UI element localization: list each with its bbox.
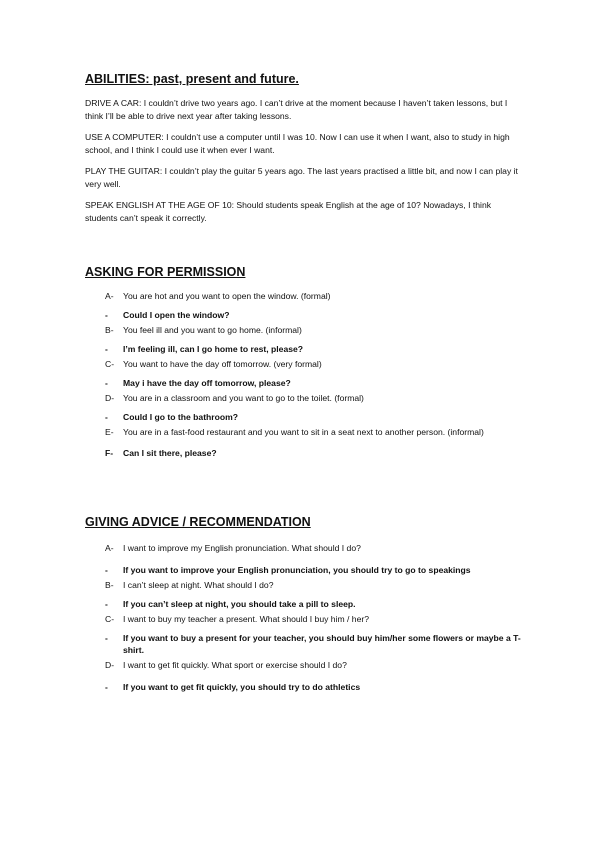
list-marker: A- <box>105 543 114 553</box>
permission-answer <box>85 343 525 355</box>
question-text: I want to improve my English pronunciation. What should I do? <box>123 543 361 553</box>
advice-answer <box>85 681 525 693</box>
permission-answer <box>85 411 525 423</box>
abilities-paragraph: USE A COMPUTER: I couldn’t use a computer until I was 10. Now I can use it when I want, also to study in high school, and I think I could use it when ever I want. <box>85 132 510 155</box>
answer-text: May i have the day off tomorrow, please? <box>123 378 291 388</box>
abilities-paragraph: PLAY THE GUITAR: I couldn’t play the guitar 5 years ago. The last years practised a little bit, and now I can play it very well. <box>85 166 518 189</box>
advice-section <box>85 515 525 693</box>
list-marker: - <box>105 633 108 643</box>
situation-text: You are in a fast-food restaurant and you want to sit in a seat next to another person. (informal) <box>123 427 484 437</box>
list-marker: C- <box>105 359 115 369</box>
permission-situation <box>85 290 525 302</box>
permission-heading: ASKING FOR PERMISSION <box>85 265 246 279</box>
list-marker: - <box>105 412 108 422</box>
answer-text: Can I sit there, please? <box>123 448 217 458</box>
list-marker: D- <box>105 393 115 403</box>
permission-situation <box>85 426 525 438</box>
answer-text: If you want to buy a present for your teacher, you should buy him/her some flowers or maybe a T-shirt. <box>123 633 521 655</box>
abilities-section <box>85 72 525 233</box>
list-marker: A- <box>105 291 114 301</box>
answer-text: Could I go to the bathroom? <box>123 412 239 422</box>
answer-text: I’m feeling ill, can I go home to rest, please? <box>123 344 304 354</box>
list-marker: - <box>105 565 108 575</box>
abilities-paragraph: DRIVE A CAR: I couldn’t drive two years ago. I can’t drive at the moment because I haven’t taken lessons, but I think I’ll be able to drive next year after taking lessons. <box>85 98 508 121</box>
permission-answer <box>85 309 525 321</box>
situation-text: You want to have the day off tomorrow. (very formal) <box>123 359 322 369</box>
list-marker: B- <box>105 325 114 335</box>
permission-situation <box>85 324 525 336</box>
list-marker: B- <box>105 580 114 590</box>
answer-text: If you want to get fit quickly, you should try to do athletics <box>123 682 361 692</box>
permission-answer <box>85 377 525 389</box>
answer-text: If you can’t sleep at night, you should take a pill to sleep. <box>123 599 356 609</box>
list-marker: D- <box>105 660 115 670</box>
list-marker: - <box>105 310 108 320</box>
abilities-paragraph: SPEAK ENGLISH AT THE AGE OF 10: Should students speak English at the age of 10? Nowadays, I think students can’t speak it correctly. <box>85 200 492 223</box>
list-marker: C- <box>105 614 115 624</box>
list-marker: - <box>105 599 108 609</box>
advice-answer <box>85 598 525 610</box>
list-marker: - <box>105 682 108 692</box>
advice-question <box>85 613 525 625</box>
answer-text: Could I open the window? <box>123 310 230 320</box>
situation-text: You are hot and you want to open the window. (formal) <box>123 291 331 301</box>
list-marker: E- <box>105 427 114 437</box>
permission-situation <box>85 358 525 370</box>
advice-question <box>85 542 525 554</box>
advice-heading: GIVING ADVICE / RECOMMENDATION <box>85 515 311 529</box>
abilities-heading: ABILITIES: past, present and future. <box>85 72 299 86</box>
situation-text: You are in a classroom and you want to go to the toilet. (formal) <box>123 393 364 403</box>
list-marker: F- <box>105 448 114 458</box>
permission-answer <box>85 447 525 459</box>
advice-question <box>85 579 525 591</box>
permission-situation <box>85 392 525 404</box>
advice-answer <box>85 632 525 656</box>
advice-question <box>85 659 525 671</box>
question-text: I want to get fit quickly. What sport or exercise should I do? <box>123 660 347 670</box>
question-text: I want to buy my teacher a present. What should I buy him / her? <box>123 614 370 624</box>
answer-text: If you want to improve your English pronunciation, you should try to go to speakings <box>123 565 471 575</box>
situation-text: You feel ill and you want to go home. (informal) <box>123 325 302 335</box>
advice-answer <box>85 564 525 576</box>
list-marker: - <box>105 344 108 354</box>
question-text: I can’t sleep at night. What should I do? <box>123 580 274 590</box>
list-marker: - <box>105 378 108 388</box>
permission-section <box>85 265 525 459</box>
